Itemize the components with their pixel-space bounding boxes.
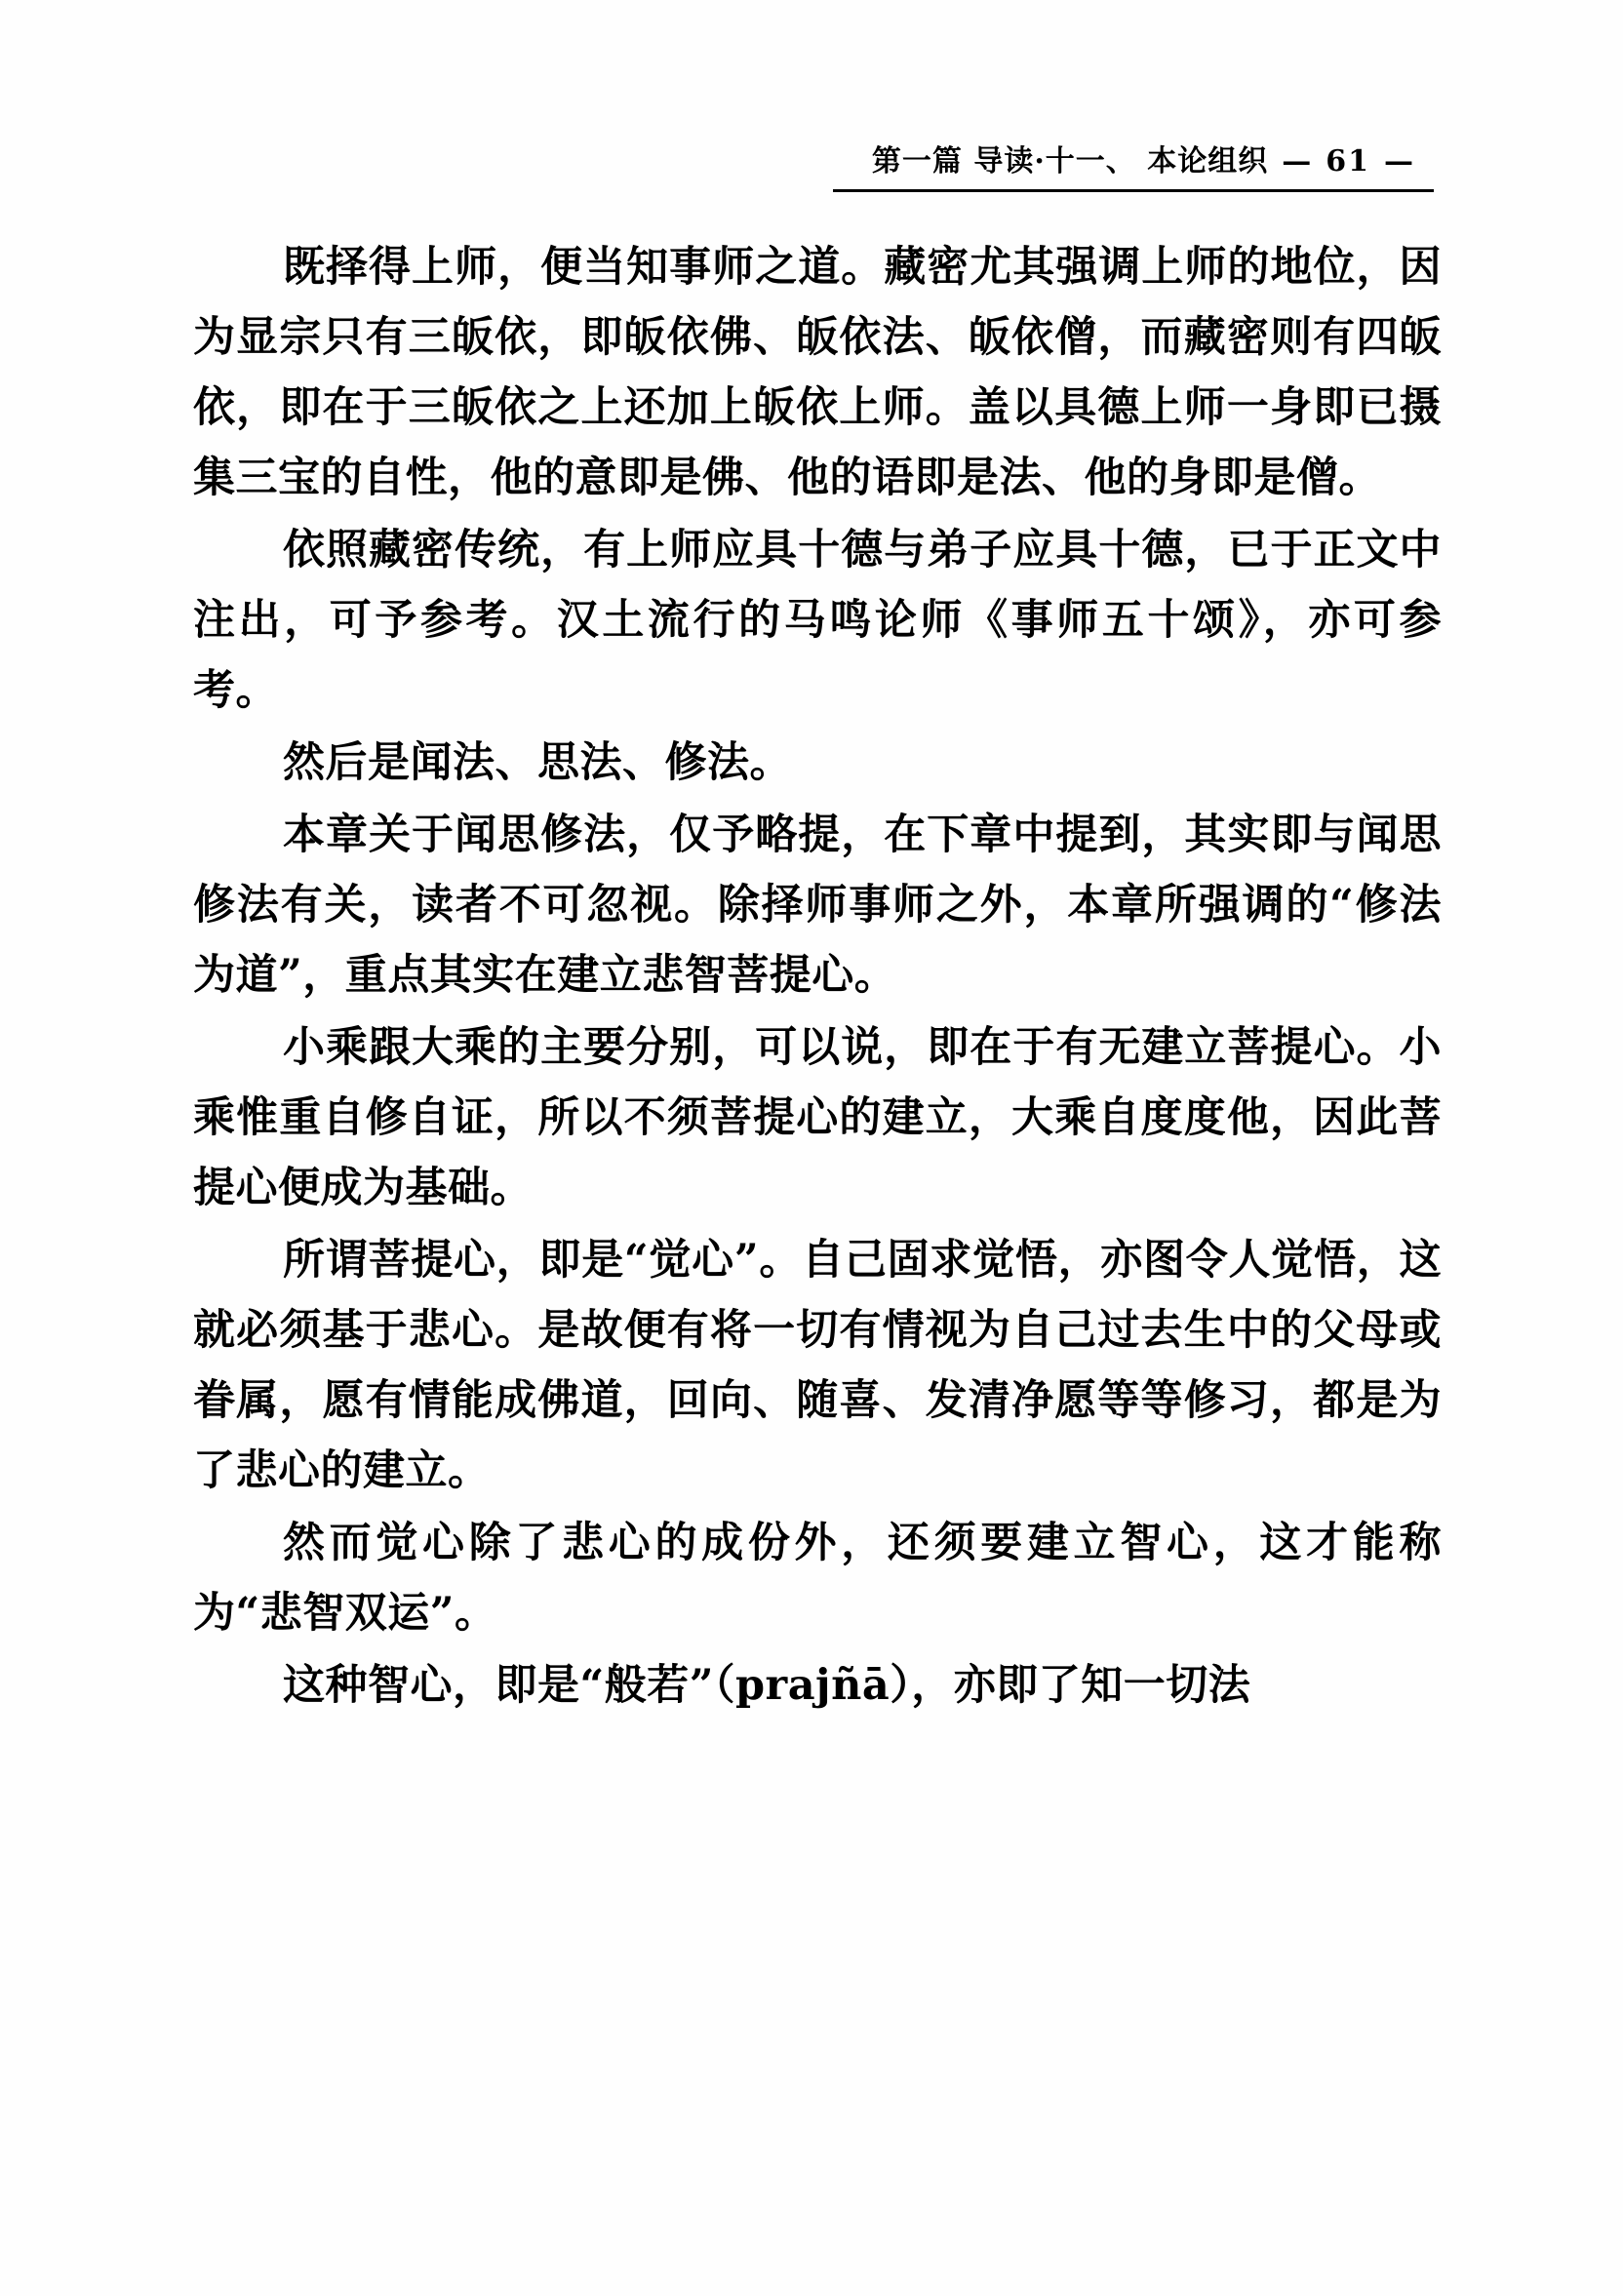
- paragraph: 这种智心，即是“般若”（prajñā），亦即了知一切法: [283, 1661, 1251, 1710]
- paragraph: 然后是闻法、思法、修法。: [283, 738, 792, 787]
- paragraph: 本章关于闻思修法，仅予略提，在下章中提到，其实即与闻思修法有关，读者不可忽视。除择师事师之外，本章所强调的“修法为道”，重点其实在建立悲智菩提心。: [193, 811, 1442, 1000]
- paragraph: 依照藏密传统，有上师应具十德与弟子应具十德，已于正文中注出，可予参考。汉土流行的马鸣论师《事师五十颂》，亦可参考。: [193, 526, 1442, 715]
- header-dash-right: —: [1384, 144, 1414, 178]
- page-header: [195, 137, 1434, 192]
- body-text: [193, 232, 1442, 1722]
- paragraph: 既择得上师，便当知事师之道。藏密尤其强调上师的地位，因为显宗只有三皈依，即皈依佛、皈依法、皈依僧，而藏密则有四皈依，即在于三皈依之上还加上皈依上师。盖以具德上师一身即已摄集三宝的自性，他的意即是佛、他的语即是法、他的身即是僧。: [193, 243, 1442, 502]
- page-number: 61: [1326, 144, 1370, 178]
- header-dash-left: —: [1282, 144, 1313, 178]
- paragraph: 所谓菩提心，即是“觉心”。自己固求觉悟，亦图令人觉悟，这就必须基于悲心。是故便有将一切有情视为自己过去生中的父母或眷属，愿有情能成佛道，回向、随喜、发清净愿等等修习，都是为了悲心的建立。: [193, 1236, 1442, 1495]
- running-head-title: 第一篇 导读·十一、 本论组织: [871, 144, 1269, 178]
- paragraph: 然而觉心除了悲心的成份外，还须要建立智心，这才能称为“悲智双运”。: [193, 1519, 1442, 1638]
- paragraph: 小乘跟大乘的主要分别，可以说，即在于有无建立菩提心。小乘惟重自修自证，所以不须菩提心的建立，大乘自度度他，因此菩提心便成为基础。: [193, 1023, 1442, 1212]
- page-header-rule: [833, 137, 1434, 192]
